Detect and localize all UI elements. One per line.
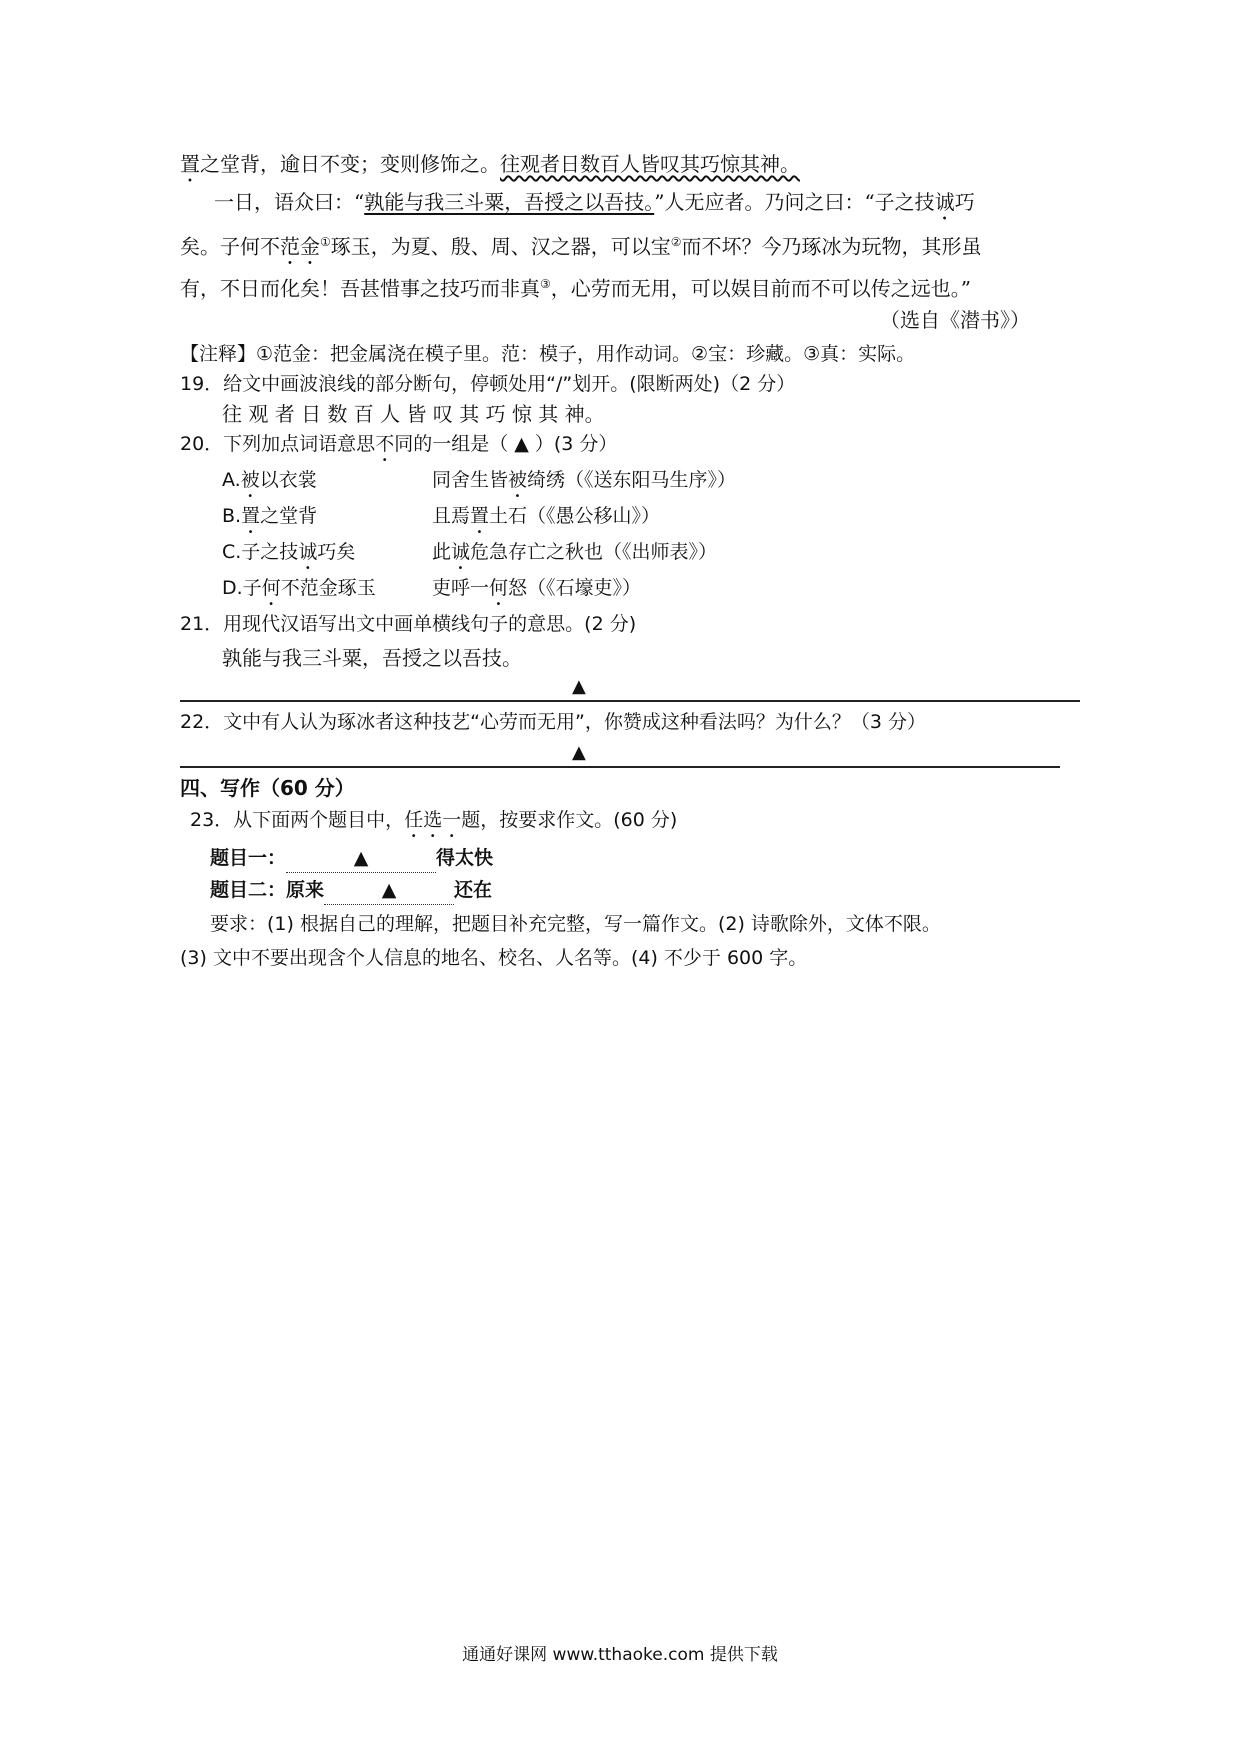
question-text: 同的一组是（ ▲ ）(3 分） <box>394 433 618 455</box>
answer-line-21 <box>180 700 1080 702</box>
writing-requirements-2: (3) 文中不要出现含个人信息的地名、校名、人名等。(4) 不少于 600 字。 <box>180 947 808 969</box>
topic-2-blank: ▲ <box>324 876 454 905</box>
writing-requirements-1: 要求：(1) 根据自己的理解，把题目补充完整，写一篇作文。(2) 诗歌除外，文体不限。 <box>210 913 941 935</box>
answer-mark-21: ▲ <box>572 676 586 697</box>
answer-line-22 <box>180 766 1060 768</box>
option-text: 土石（《愚公移山》） <box>489 505 661 527</box>
wavy-underlined-sentence: 往观者日数百人皆叹其巧惊其神。 <box>500 152 800 176</box>
passage-text: 琢玉，为夏、殷、周、汉之器，可以宝 <box>330 234 671 259</box>
question-23-stem <box>190 806 677 842</box>
annotation-notes: 【注释】①范金：把金属浇在模子里。范：模子，用作动词。②宝：珍藏。③真：实际。 <box>180 343 916 365</box>
question-19-stem: 19．给文中画波浪线的部分断句，停顿处用“/”划开。(限断两处)（2 分） <box>180 373 796 395</box>
option-text: 绮绣（《送东阳马生序》） <box>527 469 737 491</box>
passage-text: 之堂背，逾日不变；变则修饰之。 <box>200 152 500 176</box>
passage-line-4 <box>180 270 971 303</box>
dotted-word: 任选一 <box>404 809 462 831</box>
dotted-word: 置 <box>470 505 490 527</box>
passage-text: ，心劳而无用，可以娱目前而不可以传之远也。” <box>550 276 971 301</box>
footnote-mark: ① <box>320 235 331 249</box>
option-c-right <box>432 538 717 574</box>
option-text: B. <box>222 505 242 527</box>
option-d-left <box>222 574 376 610</box>
dotted-word: 置 <box>180 152 200 176</box>
option-text: 此 <box>432 541 452 563</box>
option-text: 之堂背 <box>260 505 318 527</box>
option-text: A. <box>222 469 241 491</box>
option-text: C.子之技 <box>222 541 299 563</box>
dotted-word: 何 <box>261 577 281 599</box>
footnote-mark: ③ <box>540 277 551 291</box>
dotted-word: 诚 <box>934 190 955 214</box>
dotted-word: 置 <box>241 505 261 527</box>
topic-tail: 得太快 <box>436 847 494 869</box>
passage-text: 矣。子何不 <box>180 234 280 259</box>
dotted-word: 范金 <box>280 234 320 259</box>
topic-tail: 还在 <box>454 879 493 901</box>
option-text: 不范金琢玉 <box>280 577 376 599</box>
option-text: 且焉 <box>432 505 471 527</box>
page-footer: 通通好课网 www.tthaoke.com 提供下载 <box>462 1645 778 1665</box>
option-text: 以衣裳 <box>259 469 317 491</box>
topic-label: 题目一： <box>210 847 287 869</box>
option-b-left <box>222 502 317 538</box>
option-text: 同舍生皆 <box>432 469 509 491</box>
option-a-left <box>222 466 317 502</box>
topic-label: 题目二：原来 <box>210 879 325 901</box>
option-text: 吏呼一 <box>432 577 490 599</box>
option-text: 巧矣 <box>317 541 356 563</box>
dotted-word: 诚 <box>451 541 471 563</box>
option-c-left <box>222 538 355 574</box>
passage-line-3 <box>180 228 982 270</box>
underlined-sentence: 孰能与我三斗粟，吾授之以吾技。 <box>364 190 655 214</box>
question-text: 23．从下面两个题目中， <box>190 809 405 831</box>
section-4-heading: 四、写作（60 分） <box>180 776 355 800</box>
question-19-text: 往 观 者 日 数 百 人 皆 叹 其 巧 惊 其 神。 <box>222 402 605 426</box>
option-text: D.子 <box>222 577 262 599</box>
option-text: 怒（《石壕吏》） <box>508 577 642 599</box>
passage-text: 一日，语众曰：“ <box>214 190 365 214</box>
option-text: 危急存亡之秋也（《出师表》） <box>470 541 718 563</box>
footnote-mark: ② <box>670 235 682 249</box>
passage-text: 巧 <box>954 190 975 214</box>
dotted-word: 被 <box>240 469 260 491</box>
passage-text: 有，不日而化矣！吾甚惜事之技巧而非真 <box>180 276 540 301</box>
passage-text: 而不坏？今乃琢冰为玩物，其形虽 <box>681 234 982 259</box>
dotted-word: 不 <box>375 433 395 455</box>
option-b-right <box>432 502 660 538</box>
topic-2 <box>210 876 492 905</box>
question-22-stem: 22．文中有人认为琢冰者这种技艺“心劳而无用”，你赞成这种看法吗？为什么？（3 分） <box>180 711 926 733</box>
question-21-stem: 21．用现代汉语写出文中画单横线句子的意思。(2 分) <box>180 613 637 635</box>
passage-source: （选自《潜书》） <box>880 308 1030 332</box>
dotted-word: 被 <box>508 469 528 491</box>
question-21-text: 孰能与我三斗粟，吾授之以吾技。 <box>222 646 522 670</box>
topic-1-blank: ▲ <box>286 844 436 873</box>
option-d-right <box>432 574 641 610</box>
answer-mark-22: ▲ <box>572 742 586 763</box>
dotted-word: 诚 <box>298 541 318 563</box>
question-20-stem <box>180 430 617 466</box>
question-text: 20．下列加点词语意思 <box>180 433 376 455</box>
question-text: 题，按要求作文。(60 分) <box>461 809 678 831</box>
topic-1 <box>210 844 493 873</box>
passage-text: ”人无应者。乃问之曰：“子之技 <box>654 190 935 214</box>
option-a-right <box>432 466 736 502</box>
passage-line-1 <box>180 150 800 187</box>
passage-line-2 <box>214 188 975 225</box>
dotted-word: 何 <box>489 577 509 599</box>
